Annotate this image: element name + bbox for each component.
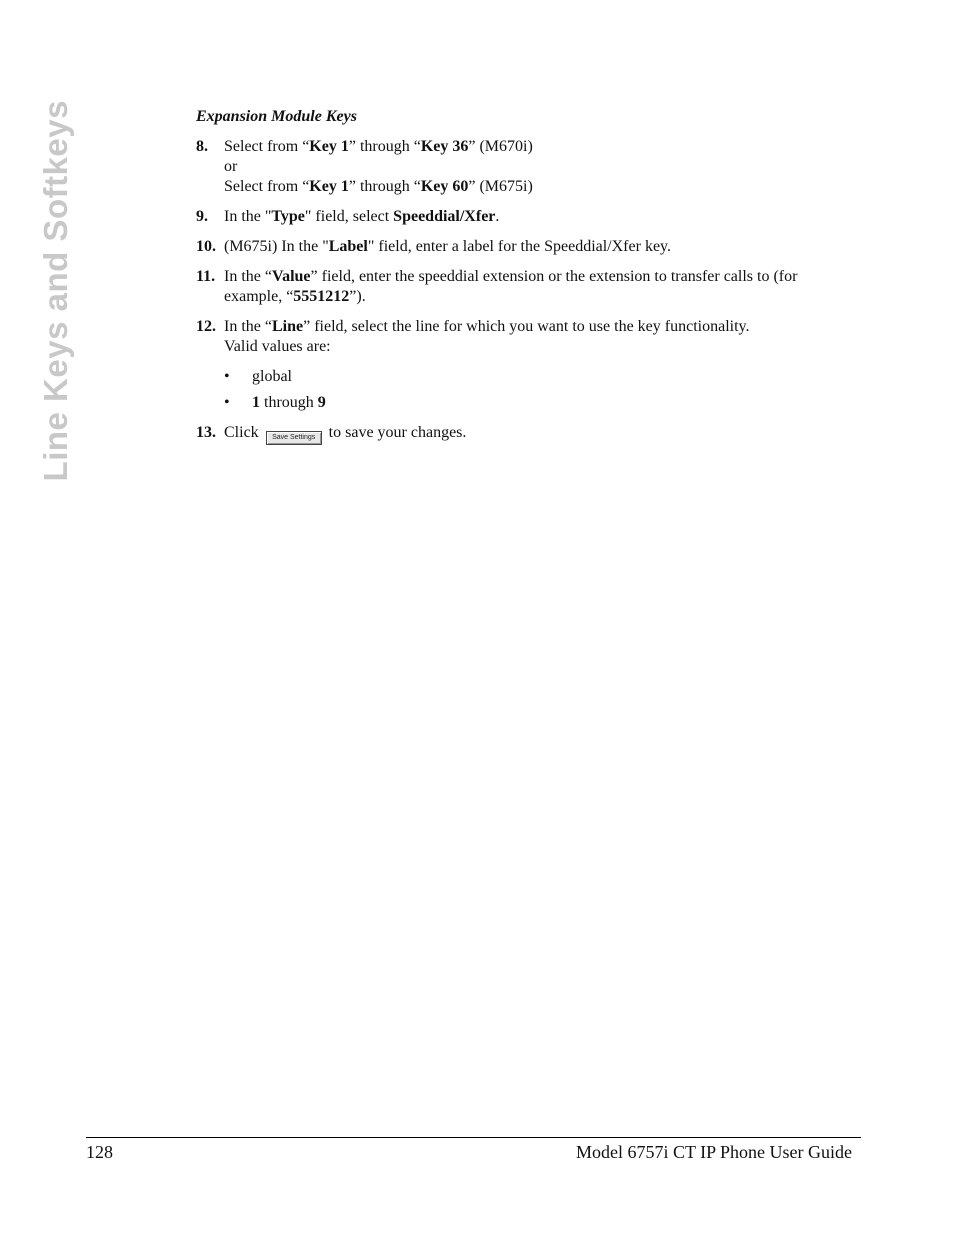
steps-list [196,137,856,445]
side-tab-label: Line Keys and Softkeys [37,100,74,482]
bullet-text: through [260,394,318,411]
step-number: 12. [196,318,216,335]
field-name: Label [328,238,368,255]
step-9 [196,207,856,227]
step-number: 11. [196,268,216,285]
list-item [224,367,856,387]
step-text: In the “ [224,318,272,335]
step-number: 9. [196,208,208,225]
main-content [196,107,856,455]
key-name: Key 60 [420,178,469,195]
step-text: ” field, enter the speeddial extension or the extension to transfer calls to (for example, “ [224,268,798,305]
step-text: (M675i) In the " [224,238,329,255]
key-name: Key 1 [309,138,349,155]
step-text: ”). [349,288,366,305]
key-name: Key 36 [420,138,469,155]
step-text: Select from “ [224,138,310,155]
step-8 [196,137,856,197]
step-text: ” through “ [348,138,421,155]
step-11 [196,267,856,307]
step-12 [196,317,856,413]
valid-values-text: Valid values are: [224,338,331,355]
side-tab [34,100,78,520]
or-text: or [224,158,238,175]
step-text: " field, select [304,208,394,225]
field-name: Type [271,208,305,225]
step-text: ” through “ [348,178,421,195]
step-text: Click [224,424,259,441]
page-number: 128 [86,1142,113,1162]
option-name: Speeddial/Xfer [393,208,496,225]
step-text: ” field, select the line for which you want to use the key functionality. [303,318,750,335]
step-number: 10. [196,238,216,255]
section-heading: Expansion Module Keys [196,108,357,125]
step-number: 8. [196,138,208,155]
step-text: In the “ [224,268,272,285]
example-value: 5551212 [293,288,350,305]
step-text: Select from “ [224,178,310,195]
field-name: Line [271,318,304,335]
key-name: Key 1 [309,178,349,195]
step-text: " field, enter a label for the Speeddial/Xfer key. [367,238,671,255]
step-text: In the " [224,208,272,225]
range-start: 1 [252,394,260,411]
footer-title: Model 6757i CT IP Phone User Guide [576,1142,852,1162]
step-line [224,137,856,157]
list-item [224,393,856,413]
step-line [224,177,856,197]
step-13 [196,423,856,445]
step-text: . [495,208,500,225]
bullet-text: global [252,368,292,385]
step-text: to save your changes. [328,424,467,441]
save-settings-button[interactable]: Save Settings [266,431,322,445]
bullet-icon: • [224,394,230,411]
range-end: 9 [317,394,326,411]
field-name: Value [271,268,311,285]
step-10 [196,237,856,257]
step-number: 13. [196,424,216,441]
footer-divider [86,1137,861,1138]
step-text: ” (M670i) [468,138,533,155]
bullet-icon: • [224,368,230,385]
step-text: ” (M675i) [468,178,533,195]
valid-values-list [224,367,856,413]
